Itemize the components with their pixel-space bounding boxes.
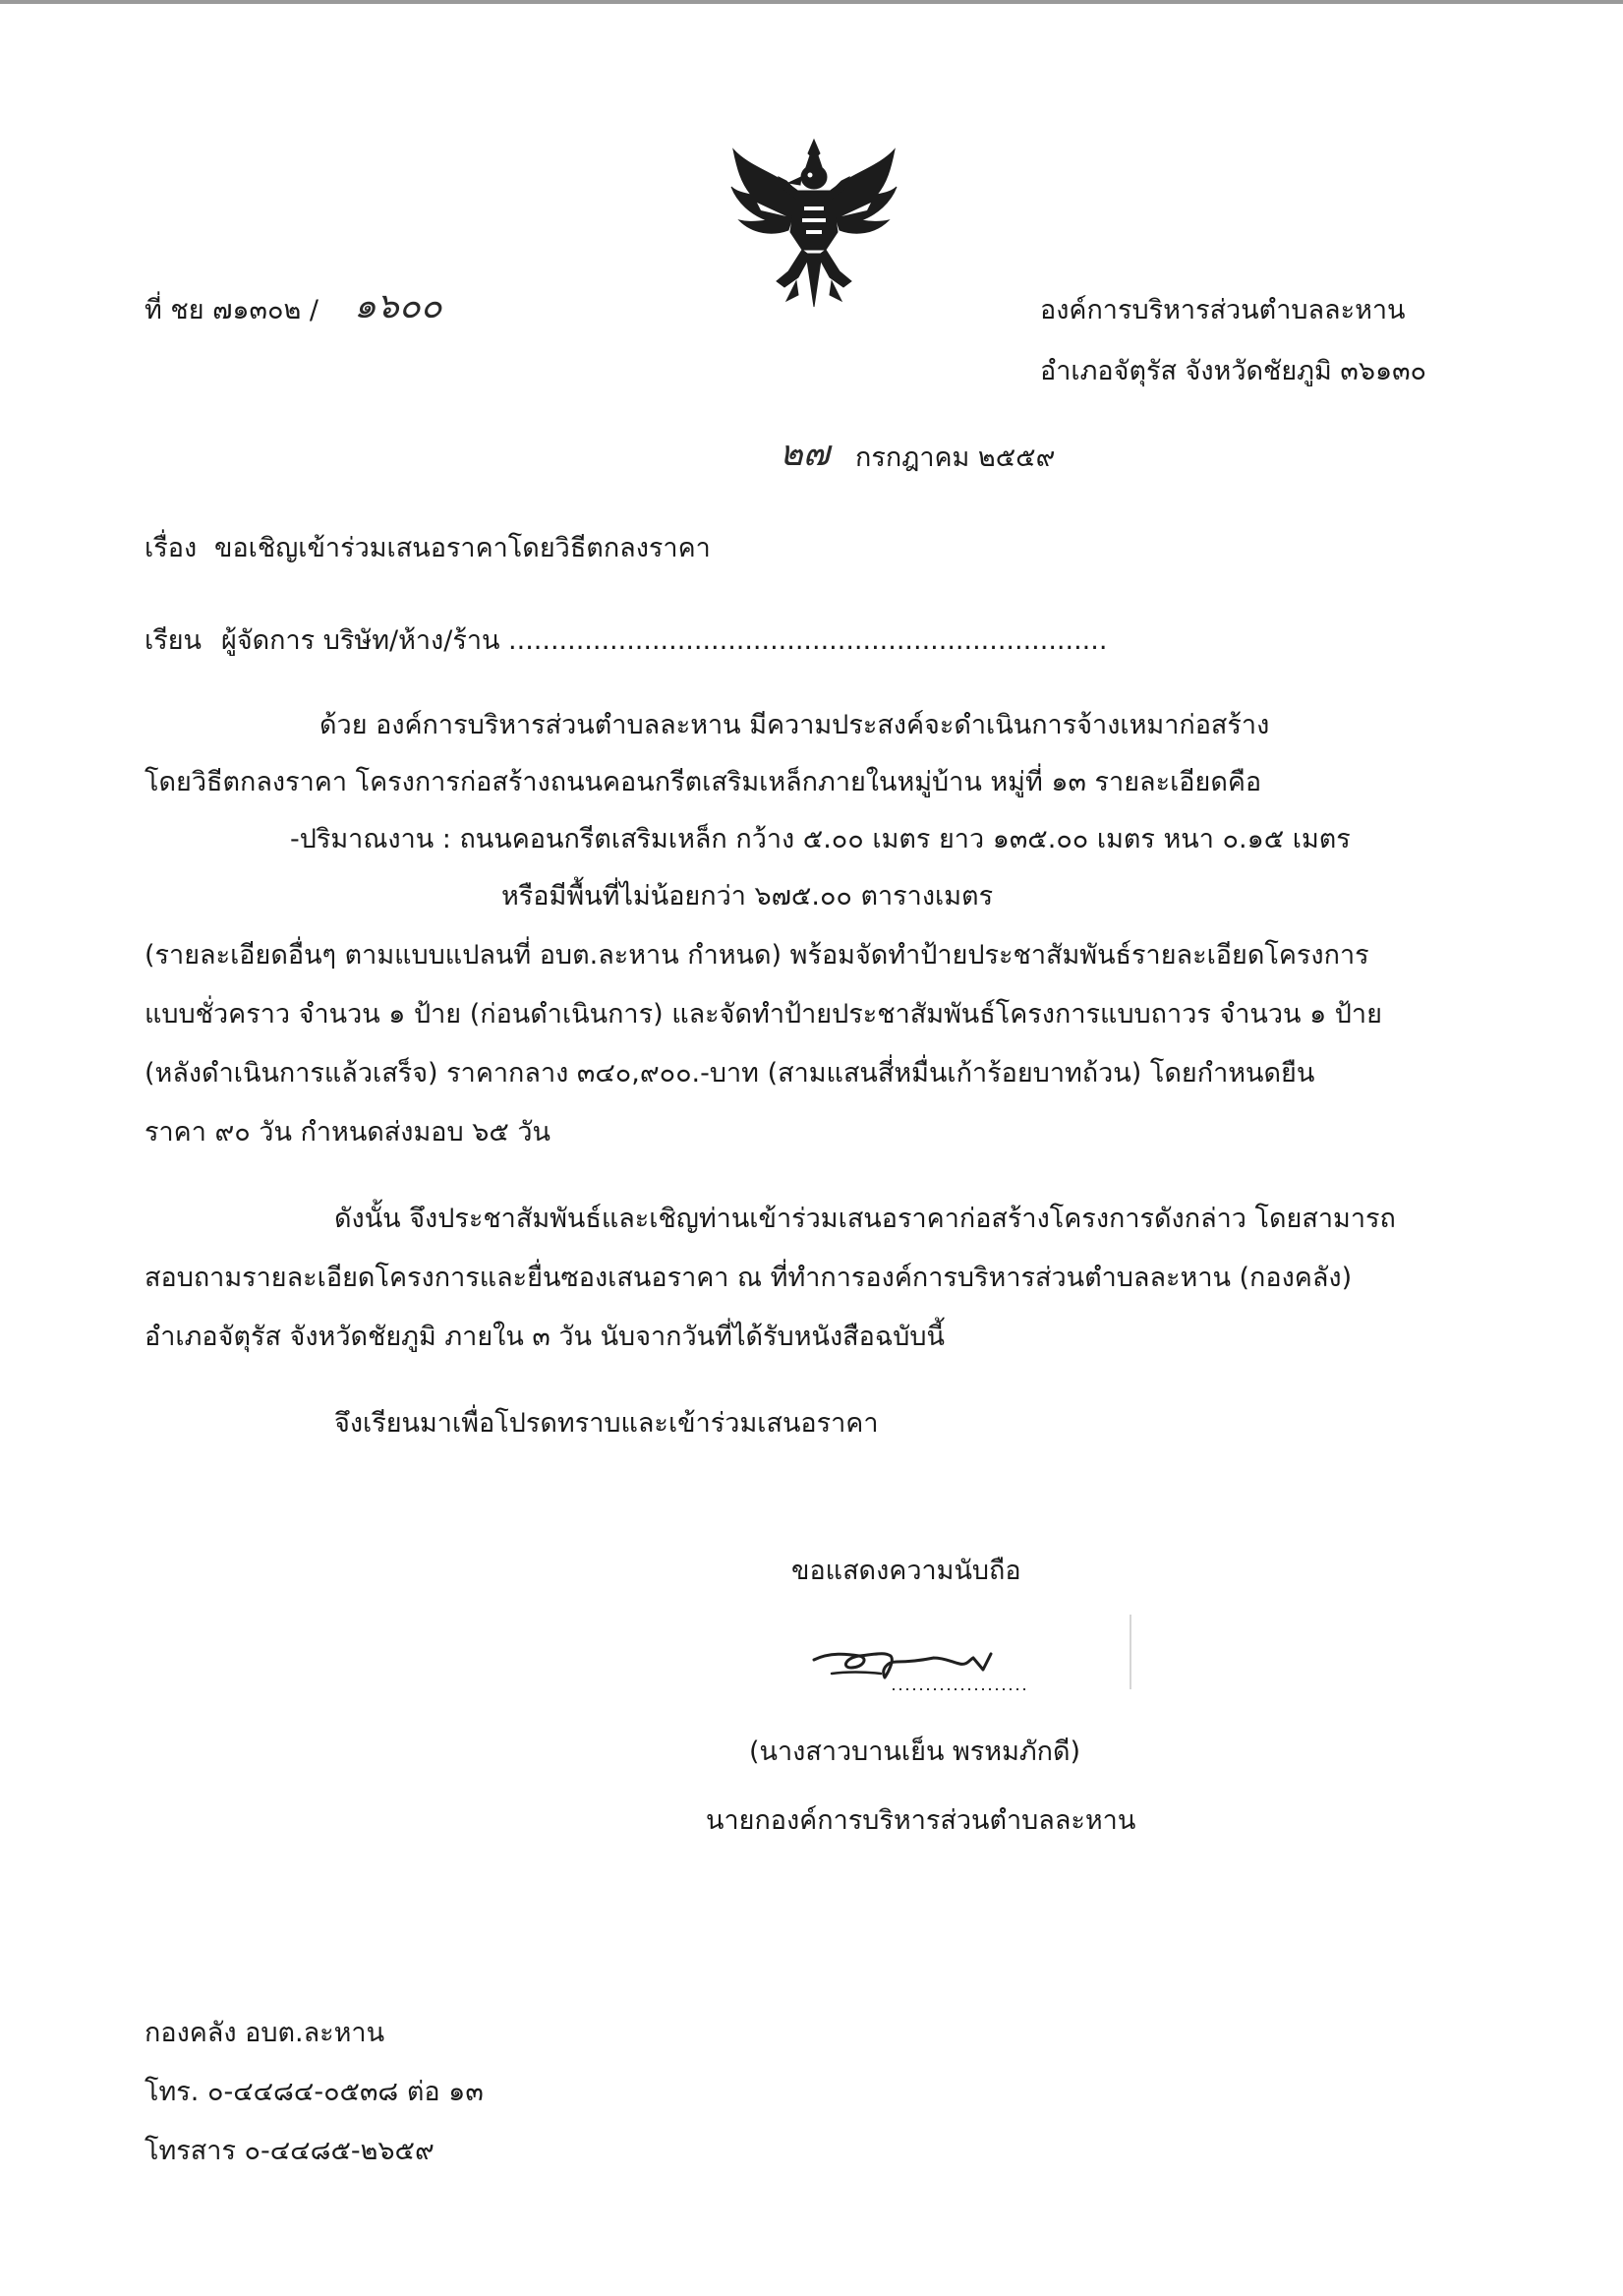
subject-text: ขอเชิญเข้าร่วมเสนอราคาโดยวิธีตกลงราคา [214, 533, 711, 563]
reference-number: ที่ ชย ๗๑๓๐๒ / [145, 295, 319, 325]
body-line: จึงเรียนมาเพื่อโปรดทราบและเข้าร่วมเสนอราคา [334, 1408, 879, 1439]
body-line: ราคา ๙๐ วัน กำหนดส่งมอบ ๖๕ วัน [145, 1117, 551, 1148]
body-line: -ปริมาณงาน : ถนนคอนกรีตเสริมเหล็ก กว้าง ๕.๐๐ เมตร ยาว ๑๓๕.๐๐ เมตร หนา ๐.๑๕ เมตร [290, 824, 1351, 854]
footer-phone: โทร. ๐-๔๔๘๔-๐๕๓๘ ต่อ ๑๓ [145, 2077, 484, 2107]
footer-department: กองคลัง อบต.ละหาน [145, 2018, 385, 2048]
body-line: อำเภอจัตุรัส จังหวัดชัยภูมิ ภายใน ๓ วัน นับจากวันที่ได้รับหนังสือฉบับนี้ [145, 1322, 945, 1352]
date-month-year: กรกฎาคม ๒๕๕๙ [855, 442, 1056, 473]
footer-fax: โทรสาร ๐-๔๔๘๕-๒๖๕๙ [145, 2136, 435, 2166]
handwritten-signature [786, 1613, 1140, 1721]
organization-name: องค์การบริหารส่วนตำบลละหาน [1040, 295, 1406, 325]
scan-top-edge [0, 0, 1623, 4]
garuda-emblem-icon [727, 134, 900, 311]
signer-name: (นางสาวบานเย็น พรหมภักดี) [749, 1737, 1081, 1767]
addressee-label: เรียน [145, 625, 203, 656]
body-line: (หลังดำเนินการแล้วเสร็จ) ราคากลาง ๓๔๐,๙๐๐.-บาท (สามแสนสี่หมื่นเก้าร้อยบาทถ้วน) โดยกำหนดยืน [145, 1058, 1315, 1089]
reference-number-handwritten: ๑๖๐๐ [354, 286, 442, 326]
body-line: สอบถามรายละเอียดโครงการและยื่นซองเสนอราคา ณ ที่ทำการองค์การบริหารส่วนตำบลละหาน (กองคลัง) [145, 1263, 1353, 1293]
body-line: หรือมีพื้นที่ไม่น้อยกว่า ๖๗๕.๐๐ ตารางเมตร [501, 881, 994, 912]
addressee-text: ผู้จัดการ บริษัท/ห้าง/ร้าน ....................................................................... [221, 625, 1108, 656]
body-line: ด้วย องค์การบริหารส่วนตำบลละหาน มีความประสงค์จะดำเนินการจ้างเหมาก่อสร้าง [319, 710, 1270, 740]
signer-title: นายกองค์การบริหารส่วนตำบลละหาน [706, 1805, 1136, 1836]
subject-label: เรื่อง [145, 533, 198, 563]
closing-regards: ขอแสดงความนับถือ [791, 1556, 1021, 1586]
date-day-handwritten: ๒๗ [780, 434, 830, 474]
organization-address: อำเภอจัตุรัส จังหวัดชัยภูมิ ๓๖๑๓๐ [1040, 356, 1427, 386]
body-line: ดังนั้น จึงประชาสัมพันธ์และเชิญท่านเข้าร่วมเสนอราคาก่อสร้างโครงการดังกล่าว โดยสามารถ [334, 1204, 1396, 1234]
body-line: โดยวิธีตกลงราคา โครงการก่อสร้างถนนคอนกรีตเสริมเหล็กภายในหมู่บ้าน หมู่ที่ ๑๓ รายละเอียดคือ [145, 767, 1262, 797]
body-line: แบบชั่วคราว จำนวน ๑ ป้าย (ก่อนดำเนินการ) และจัดทำป้ายประชาสัมพันธ์โครงการแบบถาวร จำนวน ๑ ป้าย [145, 999, 1382, 1030]
body-line: (รายละเอียดอื่นๆ ตามแบบแปลนที่ อบต.ละหาน กำหนด) พร้อมจัดทำป้ายประชาสัมพันธ์รายละเอียดโครงการ [145, 940, 1369, 971]
